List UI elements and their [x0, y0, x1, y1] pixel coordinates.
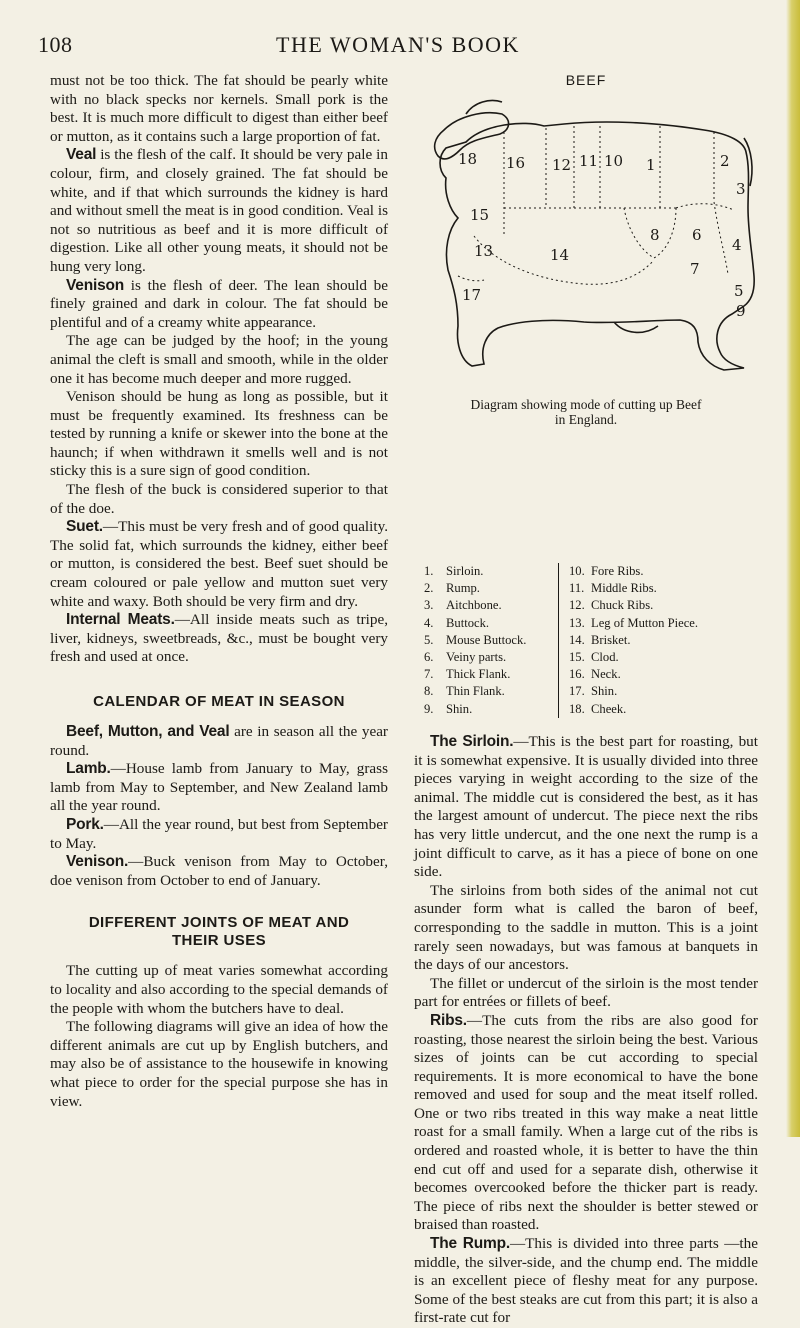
legend-item [424, 701, 544, 718]
pork-paragraph [50, 816, 388, 853]
cut-line-buttock [676, 204, 734, 210]
left-column [50, 72, 388, 1111]
region-label-8: 8 [650, 226, 660, 244]
veal-paragraph [50, 146, 388, 276]
legend-label: Shin. [446, 701, 473, 716]
suet-paragraph [50, 518, 388, 611]
region-label-11: 11 [579, 152, 599, 170]
ribs-heading: Ribs. [430, 1011, 467, 1029]
venison-paragraph [50, 277, 388, 333]
legend-label: Fore Ribs. [591, 564, 644, 578]
region-label-1: 1 [646, 156, 656, 174]
legend-num: 8. [424, 684, 434, 699]
joints-heading-line1: DIFFERENT JOINTS OF MEAT AND [88, 914, 350, 932]
region-label-16: 16 [506, 154, 526, 172]
diagrams-paragraph: The following diagrams will give an idea of how the different animals are cut up by English butchers, and may also be of assistance to the housewife in knowing what piece to order for the special purpose she has in view. [50, 1018, 388, 1110]
veal-text: is the flesh of the calf. It should be very pale in colour, firm, and closely grained. The fat should be white, and if that which surrounds the kidney is hard and without smell the meat is in good condition. Veal is not so nutritious as beef and it is more difficult of digestion. Like all other young meats, it should not be hung very long. [50, 146, 388, 275]
legend-label: Clod. [591, 650, 619, 665]
legend-item [569, 563, 759, 580]
internal-meats-paragraph [50, 611, 388, 667]
region-label-5: 5 [734, 282, 744, 300]
page-number: 108 [38, 32, 73, 57]
legend-label: Neck. [591, 667, 621, 682]
region-label-10: 10 [604, 152, 624, 170]
region-label-2: 2 [720, 152, 730, 170]
running-title: THE WOMAN'S BOOK [276, 32, 520, 57]
baron-paragraph: The sirloins from both sides of the animal not cut asunder form what is called the baron of beef, corresponding to the saddle in mutton. This is a joint rarely seen nowadays, but was famous at banquets in the days of our ancestors. [414, 881, 758, 974]
legend-item [569, 632, 759, 649]
legend-num: 4. [424, 615, 434, 630]
region-label-6: 6 [692, 226, 702, 244]
buck-paragraph: The flesh of the buck is considered superior to that of the doe. [50, 481, 388, 517]
beef-figure [414, 72, 758, 427]
suet-text: —This must be very fresh and of good quality. The solid fat, which surrounds the kidney, either beef or mutton, is considered the best. Beef suet should be cream coloured or pale yellow and mutton suet very white and waxy. Both should be very firm and dry. [50, 518, 388, 610]
legend-num: 14. [569, 632, 585, 647]
sirloin-text: —This is the best part for roasting, but it is somewhat expensive. It is usually divided into three pieces varying in weight according to the size of the animal. The middle cut is considered the best, as it has the largest amount of undercut. The piece next the ribs has very little undercut, and the one next the rump is a joint difficult to carve, as it has a piece of bone on one side. [414, 733, 758, 881]
region-label-4: 4 [732, 236, 742, 254]
legend-item [424, 597, 544, 614]
region-label-15: 15 [470, 206, 490, 224]
joints-heading [50, 914, 388, 950]
region-label-7: 7 [690, 260, 700, 278]
right-column [414, 733, 758, 1328]
legend-item [424, 666, 544, 683]
legend-num: 11. [569, 581, 585, 596]
hung-paragraph: Venison should be hung as long as possible, but it must be frequently examined. Its freshness can be tested by running a knife or skewer into the bone at the haunch; if when withdrawn it smells well and is not sticky this is a sure sign of good condition. [50, 388, 388, 480]
pork-continuation-paragraph: must not be too thick. The fat should be pearly white with no black specks nor kernels. Small pork is the best. It is much more difficult to digest than either beef or mutton, as it contains such a large proportion of fat. [50, 72, 388, 145]
sirloin-paragraph [414, 733, 758, 882]
legend-num: 16. [569, 667, 585, 682]
cut-legend [414, 563, 758, 723]
region-label-18: 18 [458, 150, 478, 168]
legend-label: Buttock. [446, 615, 490, 630]
rump-paragraph [414, 1235, 758, 1328]
legend-num: 3. [424, 598, 434, 613]
venison-season-heading: Venison. [66, 853, 129, 871]
region-label-12: 12 [552, 156, 572, 174]
legend-item [424, 683, 544, 700]
lamb-paragraph [50, 760, 388, 816]
legend-item [569, 615, 759, 632]
bmv-paragraph [50, 723, 388, 760]
legend-right-column [558, 563, 759, 718]
region-label-13: 13 [474, 242, 494, 260]
legend-label: Sirloin. [446, 564, 484, 578]
legend-item [569, 666, 759, 683]
veal-heading: Veal [66, 146, 97, 164]
legend-item [424, 563, 544, 580]
legend-item [569, 649, 759, 666]
legend-item [569, 683, 759, 700]
region-label-3: 3 [736, 180, 746, 198]
suet-heading: Suet. [66, 518, 103, 536]
pork-heading: Pork. [66, 815, 104, 833]
legend-item [569, 580, 759, 597]
legend-item [569, 701, 759, 718]
legend-label: Cheek. [591, 701, 627, 716]
udder-outline [614, 322, 658, 332]
legend-num: 17. [569, 684, 585, 699]
legend-label: Chuck Ribs. [591, 598, 654, 613]
region-label-14: 14 [550, 246, 570, 264]
page-header [38, 18, 758, 58]
venison-text: is the flesh of deer. The lean should be finely grained and dark in colour. The fat should be plentiful and of a creamy white appearance. [50, 276, 389, 331]
region-label-9: 9 [736, 302, 746, 320]
rump-text: —This is divided into three parts —the middle, the silver-side, and the chump end. The middle is an excellent piece of fleshy meat for any purpose. Some of the best steaks are cut from this part; it is also a first-rate cut for [414, 1235, 758, 1327]
legend-num: 5. [424, 632, 434, 647]
legend-item [424, 649, 544, 666]
legend-num: 9. [424, 701, 434, 716]
figure-title: BEEF [565, 72, 607, 88]
legend-label: Thick Flank. [446, 667, 511, 682]
ribs-paragraph [414, 1012, 758, 1235]
legend-left-column [424, 563, 544, 718]
horn-outline [466, 101, 502, 115]
page-edge [786, 0, 800, 1137]
cut-line-shin [458, 276, 484, 281]
legend-item [424, 580, 544, 597]
legend-num: 18. [569, 701, 585, 716]
legend-num: 15. [569, 650, 585, 665]
legend-label: Rump. [446, 581, 480, 596]
venison-season-text: —Buck venison from May to October, doe venison from October to end of January. [50, 853, 388, 889]
calendar-heading: CALENDAR OF MEAT IN SEASON [93, 693, 345, 710]
joints-heading-line2: THEIR USES [171, 932, 266, 950]
legend-label: Shin. [591, 684, 618, 699]
legend-item [424, 632, 544, 649]
cut-line-leg [714, 202, 728, 274]
pork-text: —All the year round, but best from September to May. [50, 815, 388, 852]
legend-item [569, 597, 759, 614]
legend-num: 6. [424, 650, 434, 665]
venison-heading: Venison [66, 276, 125, 294]
internal-meats-text: —All inside meats such as tripe, liver, kidneys, sweetbreads, &c., must be bought very fresh and used at once. [50, 611, 389, 666]
ribs-text: —The cuts from the ribs are also good for roasting, those nearest the sirloin being the best. Various sizes of joints can be cut according to special requirements. It is more economical to have the bone removed and used for soup and the meat itself rolled. One or two ribs treated in this way make a neat little roast for a small family. When a large cut of the ribs is ordered and roasted whole, it is better to have the thin end cut off and used for a separate dish, otherwise it becomes overcooked before the thicker part is ready. The piece of ribs next the shoulder is better stewed or braised than roasted. [414, 1011, 758, 1234]
legend-label: Aitchbone. [446, 598, 502, 613]
legend-num: 10. [569, 564, 585, 578]
legend-label: Brisket. [591, 632, 631, 647]
rump-heading: The Rump. [430, 1235, 510, 1253]
legend-label: Mouse Buttock. [446, 632, 527, 647]
fillet-paragraph: The fillet or undercut of the sirloin is the most tender part for entrées or fillets of beef. [414, 974, 758, 1011]
legend-item [424, 615, 544, 632]
bmv-text: are in season all the year round. [50, 723, 388, 759]
lamb-text: —House lamb from January to May, grass lamb from May to September, and New Zealand lamb all the year round. [50, 760, 388, 815]
figure-caption [414, 397, 758, 427]
bmv-heading: Beef, Mutton, and Veal [66, 723, 230, 740]
legend-num: 12. [569, 598, 585, 613]
legend-num: 2. [424, 581, 434, 596]
legend-num: 7. [424, 667, 434, 682]
region-label-17: 17 [462, 286, 482, 304]
legend-label: Leg of Mutton Piece. [591, 615, 699, 630]
legend-num: 13. [569, 615, 585, 630]
beef-cut-diagram [414, 90, 758, 390]
figure-caption-line1: Diagram showing mode of cutting up Beef [470, 397, 702, 412]
age-paragraph: The age can be judged by the hoof; in the young animal the cleft is small and smooth, while in the older one it has become much deeper and more rugged. [50, 332, 388, 387]
legend-num: 1. [424, 564, 434, 578]
venison-season-paragraph [50, 853, 388, 890]
legend-label: Middle Ribs. [591, 581, 657, 596]
sirloin-heading: The Sirloin. [430, 733, 514, 750]
lamb-heading: Lamb. [66, 760, 111, 778]
internal-meats-heading: Internal Meats. [66, 611, 175, 629]
cutting-paragraph: The cutting up of meat varies somewhat according to locality and also according to the special demands of the people with whom the butchers have to deal. [50, 962, 388, 1017]
figure-caption-line2: in England. [554, 412, 618, 427]
legend-label: Thin Flank. [446, 684, 505, 699]
legend-label: Veiny parts. [446, 650, 507, 665]
